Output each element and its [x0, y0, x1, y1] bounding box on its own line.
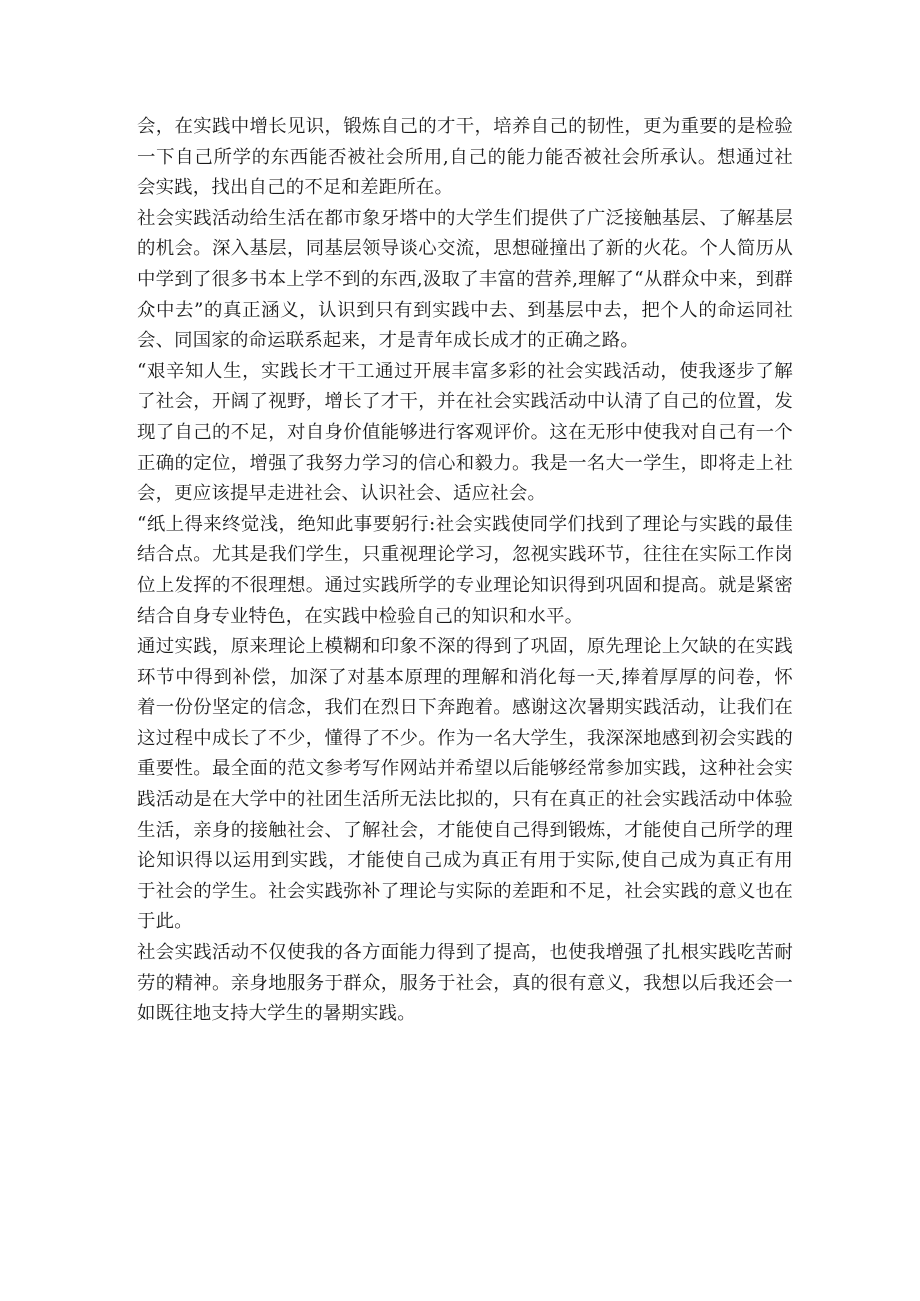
- paragraph: “艰辛知人生，实践长才干工通过开展丰富多彩的社会实践活动，使我逐步了解了社会，开阔了视野，增长了才干，并在社会实践活动中认清了自己的位置，发现了自己的不足，对自身价值能够进行客观评价。这在无形中使我对自己有一个正确的定位，增强了我努力学习的信心和毅力。我是一名大一学生，即将走上社会，更应该提早走进社会、认识社会、适应社会。: [137, 360, 793, 505]
- document-body: [137, 112, 793, 1030]
- paragraph: “纸上得来终觉浅，绝知此事要躬行:社会实践使同学们找到了理论与实践的最佳结合点。尤其是我们学生，只重视理论学习，忽视实践环节，往往在实际工作岗位上发挥的不很理想。通过实践所学的专业理论知识得到巩固和提高。就是紧密结合自身专业特色，在实践中检验自己的知识和水平。: [137, 513, 793, 627]
- paragraph: 通过实践，原来理论上模糊和印象不深的得到了巩固，原先理论上欠缺的在实践环节中得到补偿，加深了对基本原理的理解和消化每一天,捧着厚厚的问卷，怀着一份份坚定的信念，我们在烈日下奔跑着。感谢这次暑期实践活动，让我们在这过程中成长了不少，懂得了不少。作为一名大学生，我深深地感到初会实践的重要性。最全面的范文参考写作网站并希望以后能够经常参加实践，这种社会实践活动是在大学中的社团生活所无法比拟的，只有在真正的社会实践活动中体验生活，亲身的接触社会、了解社会，才能使自己得到锻炼，才能使自己所学的理论知识得以运用到实践，才能使自己成为真正有用于实际,使自己成为真正有用于社会的学生。社会实践弥补了理论与实际的差距和不足，社会实践的意义也在于此。: [137, 636, 793, 933]
- paragraph: 社会实践活动给生活在都市象牙塔中的大学生们提供了广泛接触基层、了解基层的机会。深入基层，同基层领导谈心交流，思想碰撞出了新的火花。个人简历从中学到了很多书本上学不到的东西,汲取了丰富的营养,理解了“从群众中来，到群众中去”的真正涵义，认识到只有到实践中去、到基层中去，把个人的命运同社会、同国家的命运联系起来，才是青年成长成才的正确之路。: [137, 207, 793, 352]
- paragraph: 会，在实践中增长见识，锻炼自己的才干，培养自己的韧性，更为重要的是检验一下自己所学的东西能否被社会所用,自己的能力能否被社会所承认。想通过社会实践，找出自己的不足和差距所在。: [137, 116, 793, 199]
- paragraph: 社会实践活动不仅使我的各方面能力得到了提高，也使我增强了扎根实践吃苦耐劳的精神。亲身地服务于群众，服务于社会，真的很有意义，我想以后我还会一如既往地支持大学生的暑期实践。: [137, 942, 793, 1025]
